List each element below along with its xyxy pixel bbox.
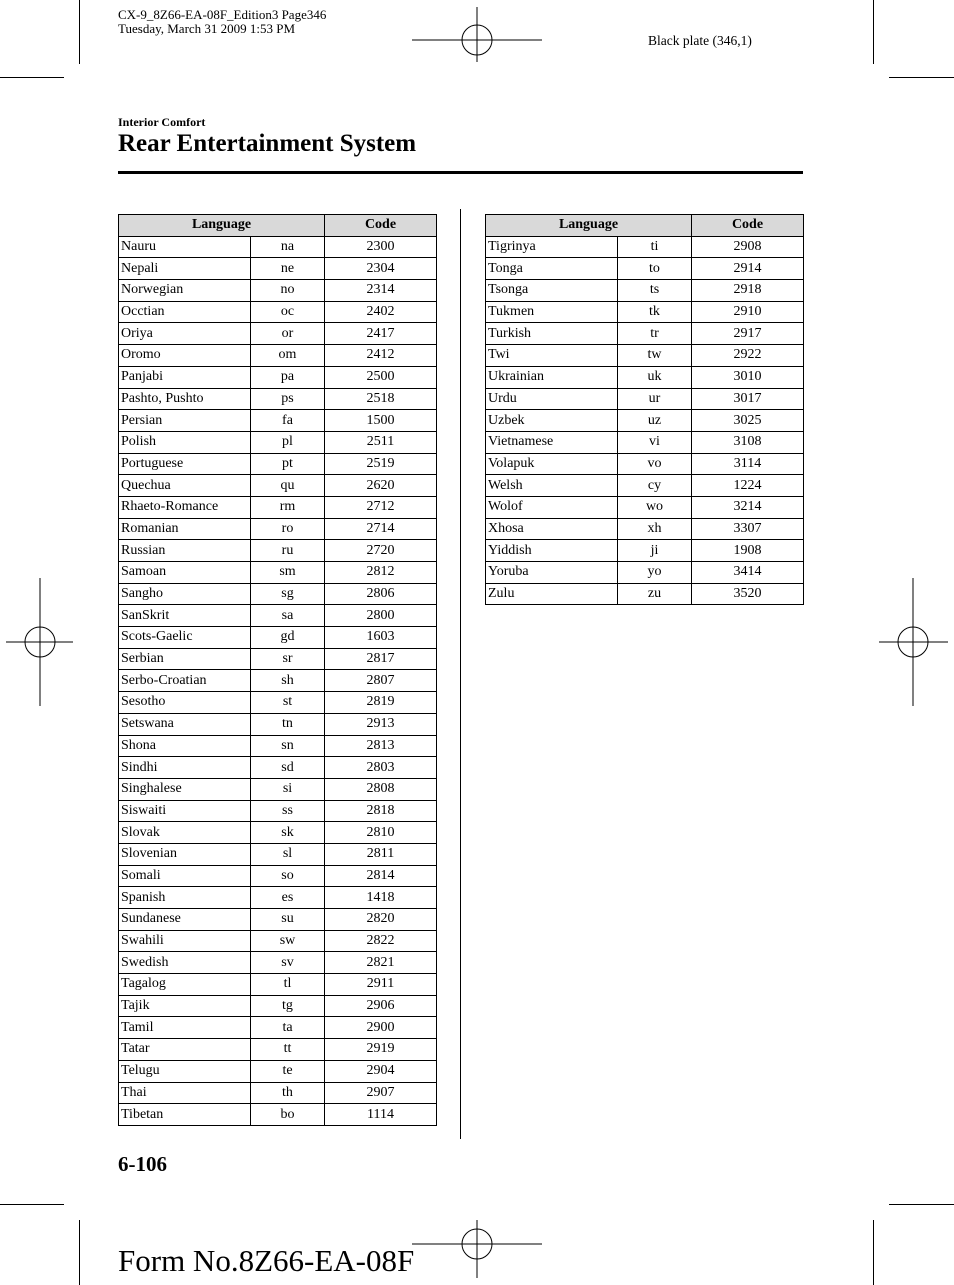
table-row bbox=[119, 366, 437, 388]
table-row bbox=[486, 410, 804, 432]
language-abbr-cell: yo bbox=[618, 562, 692, 584]
language-abbr-cell: pt bbox=[251, 453, 325, 475]
table-row bbox=[486, 518, 804, 540]
language-abbr-cell: pl bbox=[251, 431, 325, 453]
language-name-cell: Norwegian bbox=[119, 280, 251, 302]
language-name-cell: Serbian bbox=[119, 648, 251, 670]
language-abbr-cell: fa bbox=[251, 410, 325, 432]
language-name-cell: Uzbek bbox=[486, 410, 618, 432]
language-abbr-cell: sg bbox=[251, 583, 325, 605]
language-abbr-cell: sw bbox=[251, 930, 325, 952]
table-row bbox=[119, 388, 437, 410]
language-code-cell: 1114 bbox=[325, 1104, 437, 1126]
language-name-cell: Swedish bbox=[119, 952, 251, 974]
language-name-cell: Tsonga bbox=[486, 280, 618, 302]
language-name-cell: Zulu bbox=[486, 583, 618, 605]
language-code-table-right bbox=[485, 214, 804, 605]
language-abbr-cell: wo bbox=[618, 496, 692, 518]
language-name-cell: Portuguese bbox=[119, 453, 251, 475]
language-abbr-cell: es bbox=[251, 887, 325, 909]
table-row bbox=[119, 323, 437, 345]
language-code-cell: 2714 bbox=[325, 518, 437, 540]
table-row bbox=[486, 323, 804, 345]
table-row bbox=[119, 822, 437, 844]
language-abbr-cell: xh bbox=[618, 518, 692, 540]
table-row bbox=[119, 887, 437, 909]
language-name-cell: Yoruba bbox=[486, 562, 618, 584]
language-abbr-cell: ji bbox=[618, 540, 692, 562]
language-abbr-cell: gd bbox=[251, 627, 325, 649]
table-row bbox=[119, 713, 437, 735]
table-row bbox=[119, 952, 437, 974]
language-code-cell: 3520 bbox=[692, 583, 804, 605]
plate-label: Black plate (346,1) bbox=[648, 33, 752, 48]
language-name-cell: Nauru bbox=[119, 236, 251, 258]
table-row bbox=[486, 301, 804, 323]
language-name-cell: Polish bbox=[119, 431, 251, 453]
table-row bbox=[119, 562, 437, 584]
language-abbr-cell: vo bbox=[618, 453, 692, 475]
language-code-cell: 3414 bbox=[692, 562, 804, 584]
language-abbr-cell: ss bbox=[251, 800, 325, 822]
language-code-table-left bbox=[118, 214, 437, 1126]
table-row bbox=[119, 236, 437, 258]
table-row bbox=[486, 475, 804, 497]
language-code-cell: 2914 bbox=[692, 258, 804, 280]
language-name-cell: Telugu bbox=[119, 1060, 251, 1082]
language-code-cell: 2806 bbox=[325, 583, 437, 605]
table-row bbox=[119, 995, 437, 1017]
table-row bbox=[119, 258, 437, 280]
language-code-cell: 3025 bbox=[692, 410, 804, 432]
language-code-cell: 2910 bbox=[692, 301, 804, 323]
language-name-cell: Wolof bbox=[486, 496, 618, 518]
language-abbr-cell: sv bbox=[251, 952, 325, 974]
language-name-cell: Xhosa bbox=[486, 518, 618, 540]
language-abbr-cell: na bbox=[251, 236, 325, 258]
language-code-cell: 2913 bbox=[325, 713, 437, 735]
table-row bbox=[119, 757, 437, 779]
language-name-cell: Tajik bbox=[119, 995, 251, 1017]
language-code-cell: 2820 bbox=[325, 909, 437, 931]
language-abbr-cell: si bbox=[251, 778, 325, 800]
table-row bbox=[119, 496, 437, 518]
table-row bbox=[119, 627, 437, 649]
language-name-cell: Twi bbox=[486, 345, 618, 367]
code-header: Code bbox=[325, 215, 437, 237]
language-abbr-cell: tl bbox=[251, 974, 325, 996]
table-row bbox=[119, 1060, 437, 1082]
language-code-cell: 2908 bbox=[692, 236, 804, 258]
language-name-cell: Russian bbox=[119, 540, 251, 562]
language-code-cell: 2402 bbox=[325, 301, 437, 323]
table-row bbox=[486, 388, 804, 410]
language-abbr-cell: ti bbox=[618, 236, 692, 258]
language-abbr-cell: bo bbox=[251, 1104, 325, 1126]
language-abbr-cell: uz bbox=[618, 410, 692, 432]
language-code-cell: 2818 bbox=[325, 800, 437, 822]
language-name-cell: Tagalog bbox=[119, 974, 251, 996]
language-header: Language bbox=[119, 215, 325, 237]
language-code-cell: 3017 bbox=[692, 388, 804, 410]
language-code-cell: 2822 bbox=[325, 930, 437, 952]
table-row bbox=[119, 909, 437, 931]
print-timestamp: Tuesday, March 31 2009 1:53 PM bbox=[118, 21, 296, 36]
language-abbr-cell: tw bbox=[618, 345, 692, 367]
language-code-cell: 2500 bbox=[325, 366, 437, 388]
table-row bbox=[119, 930, 437, 952]
language-abbr-cell: so bbox=[251, 865, 325, 887]
language-code-cell: 2807 bbox=[325, 670, 437, 692]
table-row bbox=[486, 496, 804, 518]
language-code-cell: 2803 bbox=[325, 757, 437, 779]
table-row bbox=[486, 562, 804, 584]
language-header: Language bbox=[486, 215, 692, 237]
language-name-cell: Sesotho bbox=[119, 692, 251, 714]
language-abbr-cell: to bbox=[618, 258, 692, 280]
language-code-cell: 2812 bbox=[325, 562, 437, 584]
language-code-cell: 2911 bbox=[325, 974, 437, 996]
language-abbr-cell: qu bbox=[251, 475, 325, 497]
table-row bbox=[119, 518, 437, 540]
table-row bbox=[486, 583, 804, 605]
language-code-cell: 2811 bbox=[325, 843, 437, 865]
language-name-cell: Tamil bbox=[119, 1017, 251, 1039]
table-row bbox=[119, 345, 437, 367]
table-row bbox=[486, 366, 804, 388]
table-row bbox=[119, 583, 437, 605]
language-code-cell: 1418 bbox=[325, 887, 437, 909]
language-abbr-cell: or bbox=[251, 323, 325, 345]
language-code-cell: 1500 bbox=[325, 410, 437, 432]
language-name-cell: Serbo-Croatian bbox=[119, 670, 251, 692]
language-name-cell: Siswaiti bbox=[119, 800, 251, 822]
table-row bbox=[119, 1082, 437, 1104]
language-code-cell: 2810 bbox=[325, 822, 437, 844]
language-name-cell: Persian bbox=[119, 410, 251, 432]
table-row bbox=[119, 431, 437, 453]
language-name-cell: Occtian bbox=[119, 301, 251, 323]
language-code-cell: 3010 bbox=[692, 366, 804, 388]
table-row bbox=[119, 692, 437, 714]
language-abbr-cell: ta bbox=[251, 1017, 325, 1039]
language-code-cell: 3214 bbox=[692, 496, 804, 518]
language-code-cell: 2511 bbox=[325, 431, 437, 453]
table-row bbox=[119, 301, 437, 323]
table-row bbox=[486, 280, 804, 302]
language-abbr-cell: om bbox=[251, 345, 325, 367]
table-row bbox=[119, 475, 437, 497]
language-code-cell: 2412 bbox=[325, 345, 437, 367]
language-code-cell: 1908 bbox=[692, 540, 804, 562]
language-abbr-cell: sk bbox=[251, 822, 325, 844]
language-code-cell: 2814 bbox=[325, 865, 437, 887]
language-abbr-cell: cy bbox=[618, 475, 692, 497]
language-code-cell: 2620 bbox=[325, 475, 437, 497]
language-code-cell: 2808 bbox=[325, 778, 437, 800]
language-code-cell: 3108 bbox=[692, 431, 804, 453]
table-row bbox=[119, 1039, 437, 1061]
table-row bbox=[119, 670, 437, 692]
language-abbr-cell: tr bbox=[618, 323, 692, 345]
language-name-cell: Vietnamese bbox=[486, 431, 618, 453]
language-code-cell: 2800 bbox=[325, 605, 437, 627]
table-row bbox=[119, 453, 437, 475]
language-name-cell: Spanish bbox=[119, 887, 251, 909]
language-name-cell: Oromo bbox=[119, 345, 251, 367]
code-header: Code bbox=[692, 215, 804, 237]
language-abbr-cell: ne bbox=[251, 258, 325, 280]
language-code-cell: 2712 bbox=[325, 496, 437, 518]
language-name-cell: Tibetan bbox=[119, 1104, 251, 1126]
language-abbr-cell: ts bbox=[618, 280, 692, 302]
table-row bbox=[119, 778, 437, 800]
language-code-cell: 2314 bbox=[325, 280, 437, 302]
language-name-cell: Thai bbox=[119, 1082, 251, 1104]
language-name-cell: Slovenian bbox=[119, 843, 251, 865]
table-row bbox=[486, 431, 804, 453]
language-name-cell: Pashto, Pushto bbox=[119, 388, 251, 410]
table-row bbox=[119, 1017, 437, 1039]
title-rule bbox=[118, 171, 803, 174]
table-row bbox=[119, 410, 437, 432]
table-row bbox=[486, 345, 804, 367]
language-code-cell: 1224 bbox=[692, 475, 804, 497]
language-name-cell: Singhalese bbox=[119, 778, 251, 800]
language-abbr-cell: ps bbox=[251, 388, 325, 410]
language-abbr-cell: sd bbox=[251, 757, 325, 779]
language-code-cell: 2417 bbox=[325, 323, 437, 345]
table-row bbox=[119, 540, 437, 562]
language-code-cell: 2919 bbox=[325, 1039, 437, 1061]
form-number: Form No.8Z66-EA-08F bbox=[118, 1243, 415, 1278]
language-abbr-cell: ro bbox=[251, 518, 325, 540]
language-name-cell: Tatar bbox=[119, 1039, 251, 1061]
language-abbr-cell: uk bbox=[618, 366, 692, 388]
language-name-cell: Romanian bbox=[119, 518, 251, 540]
table-row bbox=[119, 843, 437, 865]
print-job-line: CX-9_8Z66-EA-08F_Edition3 Page346 bbox=[118, 7, 327, 22]
language-abbr-cell: sn bbox=[251, 735, 325, 757]
language-name-cell: Setswana bbox=[119, 713, 251, 735]
language-abbr-cell: sm bbox=[251, 562, 325, 584]
page-number: 6-106 bbox=[118, 1152, 167, 1176]
language-abbr-cell: sh bbox=[251, 670, 325, 692]
language-code-cell: 2918 bbox=[692, 280, 804, 302]
language-name-cell: Samoan bbox=[119, 562, 251, 584]
table-header-row bbox=[486, 215, 804, 237]
language-name-cell: Quechua bbox=[119, 475, 251, 497]
language-code-cell: 2300 bbox=[325, 236, 437, 258]
table-row bbox=[119, 605, 437, 627]
language-abbr-cell: st bbox=[251, 692, 325, 714]
table-row bbox=[486, 258, 804, 280]
language-name-cell: Sangho bbox=[119, 583, 251, 605]
language-code-cell: 1603 bbox=[325, 627, 437, 649]
language-name-cell: Panjabi bbox=[119, 366, 251, 388]
table-row bbox=[119, 800, 437, 822]
language-abbr-cell: vi bbox=[618, 431, 692, 453]
language-abbr-cell: th bbox=[251, 1082, 325, 1104]
language-code-cell: 2922 bbox=[692, 345, 804, 367]
table-row bbox=[119, 648, 437, 670]
language-name-cell: Tigrinya bbox=[486, 236, 618, 258]
language-abbr-cell: zu bbox=[618, 583, 692, 605]
language-abbr-cell: sr bbox=[251, 648, 325, 670]
language-code-cell: 2518 bbox=[325, 388, 437, 410]
table-header-row bbox=[119, 215, 437, 237]
language-code-cell: 2906 bbox=[325, 995, 437, 1017]
column-divider bbox=[460, 209, 461, 1139]
language-name-cell: Turkish bbox=[486, 323, 618, 345]
language-abbr-cell: tn bbox=[251, 713, 325, 735]
language-code-cell: 2519 bbox=[325, 453, 437, 475]
language-name-cell: Rhaeto-Romance bbox=[119, 496, 251, 518]
language-name-cell: Sundanese bbox=[119, 909, 251, 931]
language-name-cell: Volapuk bbox=[486, 453, 618, 475]
table-row bbox=[486, 540, 804, 562]
language-code-cell: 2813 bbox=[325, 735, 437, 757]
table-row bbox=[119, 1104, 437, 1126]
language-abbr-cell: rm bbox=[251, 496, 325, 518]
language-code-cell: 2917 bbox=[692, 323, 804, 345]
table-row bbox=[119, 280, 437, 302]
language-name-cell: Ukrainian bbox=[486, 366, 618, 388]
language-name-cell: Tukmen bbox=[486, 301, 618, 323]
language-name-cell: Scots-Gaelic bbox=[119, 627, 251, 649]
language-name-cell: Oriya bbox=[119, 323, 251, 345]
language-name-cell: Welsh bbox=[486, 475, 618, 497]
language-name-cell: Sindhi bbox=[119, 757, 251, 779]
language-abbr-cell: oc bbox=[251, 301, 325, 323]
language-code-cell: 2821 bbox=[325, 952, 437, 974]
table-row bbox=[119, 735, 437, 757]
language-name-cell: Somali bbox=[119, 865, 251, 887]
language-abbr-cell: no bbox=[251, 280, 325, 302]
table-row bbox=[486, 236, 804, 258]
language-abbr-cell: ru bbox=[251, 540, 325, 562]
table-row bbox=[119, 865, 437, 887]
language-abbr-cell: te bbox=[251, 1060, 325, 1082]
language-name-cell: Yiddish bbox=[486, 540, 618, 562]
language-abbr-cell: sa bbox=[251, 605, 325, 627]
language-abbr-cell: su bbox=[251, 909, 325, 931]
table-row bbox=[486, 453, 804, 475]
section-label: Interior Comfort bbox=[118, 115, 206, 129]
language-code-cell: 2900 bbox=[325, 1017, 437, 1039]
language-abbr-cell: sl bbox=[251, 843, 325, 865]
table-row bbox=[119, 974, 437, 996]
language-code-cell: 2817 bbox=[325, 648, 437, 670]
language-abbr-cell: tt bbox=[251, 1039, 325, 1061]
language-code-cell: 2907 bbox=[325, 1082, 437, 1104]
language-code-cell: 2819 bbox=[325, 692, 437, 714]
language-name-cell: Nepali bbox=[119, 258, 251, 280]
language-code-cell: 2904 bbox=[325, 1060, 437, 1082]
language-abbr-cell: ur bbox=[618, 388, 692, 410]
language-code-cell: 3114 bbox=[692, 453, 804, 475]
language-name-cell: Shona bbox=[119, 735, 251, 757]
language-name-cell: Urdu bbox=[486, 388, 618, 410]
language-name-cell: SanSkrit bbox=[119, 605, 251, 627]
language-name-cell: Tonga bbox=[486, 258, 618, 280]
language-code-cell: 2304 bbox=[325, 258, 437, 280]
language-name-cell: Swahili bbox=[119, 930, 251, 952]
language-code-cell: 2720 bbox=[325, 540, 437, 562]
language-abbr-cell: tk bbox=[618, 301, 692, 323]
language-abbr-cell: pa bbox=[251, 366, 325, 388]
language-abbr-cell: tg bbox=[251, 995, 325, 1017]
page-title: Rear Entertainment System bbox=[118, 130, 417, 157]
language-name-cell: Slovak bbox=[119, 822, 251, 844]
language-code-cell: 3307 bbox=[692, 518, 804, 540]
